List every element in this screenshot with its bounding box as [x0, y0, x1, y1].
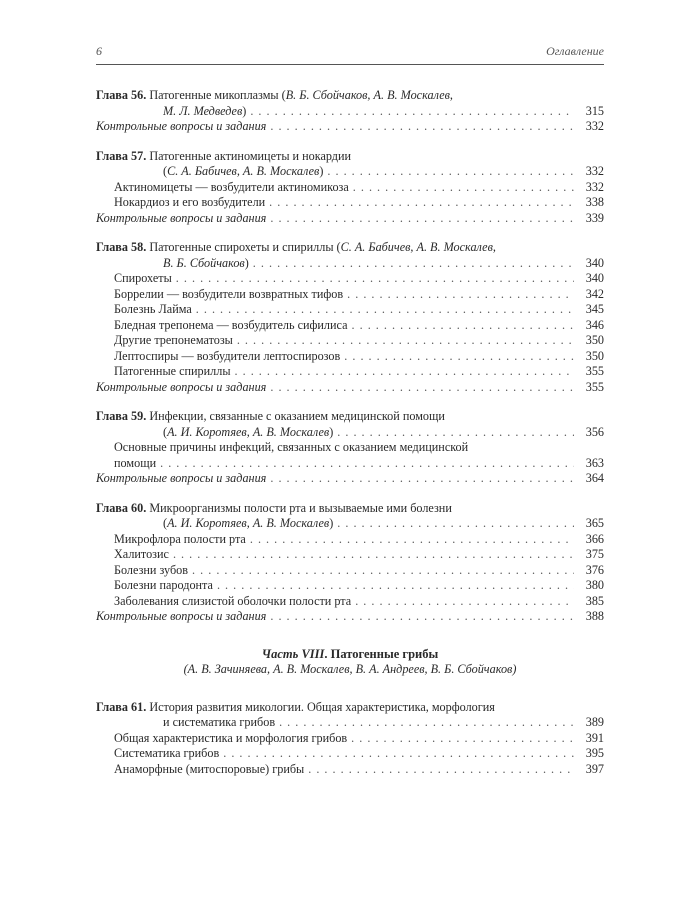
- section-entry[interactable]: [96, 532, 604, 548]
- chapter-label: Глава 59.: [96, 409, 147, 423]
- control-questions-label: Контрольные вопросы и задания: [96, 210, 267, 225]
- page-ref: 346: [585, 317, 604, 332]
- chapter-heading-line[interactable]: [96, 240, 604, 256]
- chapter-label: Глава 60.: [96, 500, 147, 515]
- section-title: Болезни пародонта: [114, 578, 213, 592]
- chapter-heading-line[interactable]: [96, 425, 604, 441]
- chapter-57: [96, 149, 604, 227]
- section-title: Халитозис: [114, 547, 169, 561]
- page-ref: 340: [585, 271, 604, 285]
- page-header: [96, 44, 604, 64]
- page-ref: 355: [585, 379, 604, 394]
- chapter-authors: А. И. Коротяев, А. В. Москалев: [167, 424, 330, 439]
- page-number: 6: [96, 44, 102, 58]
- chapter-authors: В. Б. Сбойчаков: [163, 255, 245, 270]
- chapter-label: Глава 58.: [96, 240, 147, 254]
- page-ref: 342: [585, 286, 604, 301]
- chapter-heading-line[interactable]: [96, 88, 604, 104]
- section-title: Анаморфные (митоспоровые) грибы: [114, 761, 305, 776]
- section-title: Патогенные спириллы: [114, 364, 231, 378]
- control-questions-entry[interactable]: [96, 471, 604, 487]
- chapter-title: Патогенные актиномицеты и нокардии: [149, 148, 352, 163]
- paren-open: (: [163, 164, 168, 178]
- chapter-title: Микроорганизмы полости рта и вызываемые ими болезни: [149, 500, 452, 515]
- page-ref: 388: [585, 609, 604, 623]
- page-ref: 389: [585, 715, 604, 729]
- running-head: Оглавление: [546, 44, 604, 58]
- chapter-title: Инфекции, связанные с оказанием медицинской помощи: [149, 409, 445, 423]
- page-ref: 355: [585, 364, 604, 378]
- section-title: Основные причины инфекций, связанных с оказанием медицинской: [114, 440, 469, 454]
- section-entry[interactable]: [96, 456, 604, 472]
- control-questions-entry[interactable]: [96, 211, 604, 227]
- page-ref: 364: [585, 471, 604, 485]
- control-questions-label: Контрольные вопросы и задания: [96, 379, 267, 394]
- paren-close: ): [319, 164, 324, 178]
- page-ref: 363: [585, 455, 604, 470]
- section-entry[interactable]: [96, 563, 604, 579]
- chapter-title: История развития микологии. Общая характеристика, морфология: [149, 699, 495, 714]
- paren-close: ): [329, 424, 334, 439]
- section-title: Нокардиоз и его возбудители: [114, 195, 266, 209]
- page-ref: 315: [585, 103, 604, 118]
- control-questions-label: Контрольные вопросы и задания: [96, 609, 267, 623]
- chapter-title: Патогенные спирохеты и спириллы (: [149, 240, 341, 254]
- chapter-label: Глава 61.: [96, 699, 147, 714]
- section-title: Боррелии — возбудители возвратных тифов: [114, 286, 344, 301]
- control-questions-entry[interactable]: [96, 380, 604, 396]
- section-entry[interactable]: [96, 195, 604, 211]
- chapter-authors: М. Л. Медведев: [163, 103, 243, 118]
- chapter-heading-line[interactable]: [96, 715, 604, 731]
- page-ref: 397: [585, 761, 604, 776]
- section-title: Микрофлора полости рта: [114, 531, 246, 546]
- paren-close: ): [242, 103, 247, 118]
- section-title: помощи: [114, 455, 157, 470]
- section-entry[interactable]: [96, 594, 604, 610]
- section-entry[interactable]: [96, 349, 604, 365]
- page-ref: 385: [585, 593, 604, 608]
- chapter-label: Глава 57.: [96, 148, 147, 163]
- section-entry[interactable]: [96, 731, 604, 747]
- control-questions-entry[interactable]: [96, 119, 604, 135]
- page-ref: 391: [585, 730, 604, 745]
- paren-open: (: [163, 424, 168, 439]
- chapter-title-cont: и систематика грибов: [163, 715, 276, 729]
- section-title: Спирохеты: [114, 271, 172, 285]
- section-entry[interactable]: [96, 578, 604, 594]
- section-entry[interactable]: [96, 746, 604, 762]
- chapter-heading-line[interactable]: [96, 501, 604, 517]
- chapter-authors: А. И. Коротяев, А. В. Москалев: [167, 516, 330, 530]
- page-ref: 332: [585, 179, 604, 194]
- page-ref: 350: [585, 348, 604, 363]
- section-entry[interactable]: [96, 318, 604, 334]
- page-ref: 350: [585, 333, 604, 347]
- chapter-heading-line[interactable]: [96, 256, 604, 272]
- section-title: Актиномицеты — возбудители актиномикоза: [114, 179, 349, 194]
- page-ref: 365: [585, 516, 604, 530]
- page-ref: 340: [585, 255, 604, 270]
- page-ref: 345: [585, 302, 604, 316]
- page-ref: 332: [585, 164, 604, 178]
- section-title: Систематика грибов: [114, 746, 220, 760]
- page-ref: 375: [585, 547, 604, 561]
- paren-close: ): [329, 516, 334, 530]
- section-entry[interactable]: [96, 287, 604, 303]
- control-questions-label: Контрольные вопросы и задания: [96, 471, 267, 485]
- page-ref: 395: [585, 746, 604, 760]
- part-title: . Патогенные грибы: [324, 646, 439, 661]
- page-ref: 339: [585, 210, 604, 225]
- chapter-60: [96, 501, 604, 625]
- chapter-authors: С. А. Бабичев, А. В. Москалев,: [340, 240, 496, 254]
- section-title: Лептоспиры — возбудители лептоспирозов: [114, 348, 341, 363]
- chapter-label: Глава 56.: [96, 88, 147, 102]
- chapter-59: [96, 409, 604, 487]
- section-entry[interactable]: [96, 547, 604, 563]
- section-entry[interactable]: [96, 440, 604, 456]
- section-title: Заболевания слизистой оболочки полости рта: [114, 593, 352, 608]
- page-ref: 332: [585, 119, 604, 133]
- section-title: Болезнь Лайма: [114, 302, 192, 316]
- control-questions-label: Контрольные вопросы и задания: [96, 119, 267, 133]
- table-of-contents: [96, 88, 604, 791]
- chapter-heading-line[interactable]: [96, 516, 604, 532]
- chapter-heading-line[interactable]: [96, 700, 604, 716]
- chapter-authors: В. Б. Сбойчаков, А. В. Москалев,: [285, 88, 453, 102]
- part-label: Часть VIII: [261, 646, 325, 661]
- header-rule: [96, 64, 604, 65]
- section-title: Другие трепонематозы: [114, 333, 233, 347]
- chapter-61: [96, 700, 604, 778]
- chapter-heading-line[interactable]: [96, 409, 604, 425]
- section-entry[interactable]: [96, 762, 604, 778]
- chapter-heading-line[interactable]: [96, 104, 604, 120]
- chapter-58: [96, 240, 604, 395]
- section-entry[interactable]: [96, 302, 604, 318]
- page-ref: 356: [585, 424, 604, 439]
- page-ref: 380: [585, 578, 604, 592]
- section-title: Бледная трепонема — возбудитель сифилиса: [114, 317, 348, 332]
- control-questions-entry[interactable]: [96, 609, 604, 625]
- paren-close: ): [244, 255, 249, 270]
- chapter-heading-line[interactable]: [96, 149, 604, 165]
- paren-open: (: [163, 516, 168, 530]
- page-ref: 376: [585, 562, 604, 577]
- chapter-56: [96, 88, 604, 135]
- section-entry[interactable]: [96, 364, 604, 380]
- page-ref: 366: [585, 531, 604, 546]
- part-authors: (А. В. Зачиняева, А. В. Москалев, В. А. Андреев, В. Б. Сбойчаков): [183, 662, 517, 676]
- section-title: Общая характеристика и морфология грибов: [114, 730, 348, 745]
- part-heading[interactable]: [96, 647, 604, 663]
- section-title: Болезни зубов: [114, 562, 189, 577]
- chapter-heading-line[interactable]: [96, 164, 604, 180]
- section-entry[interactable]: [96, 180, 604, 196]
- section-entry[interactable]: [96, 333, 604, 349]
- section-entry[interactable]: [96, 271, 604, 287]
- chapter-title: Патогенные микоплазмы (: [149, 88, 286, 102]
- chapter-authors: С. А. Бабичев, А. В. Москалев: [167, 164, 320, 178]
- page-ref: 338: [585, 195, 604, 209]
